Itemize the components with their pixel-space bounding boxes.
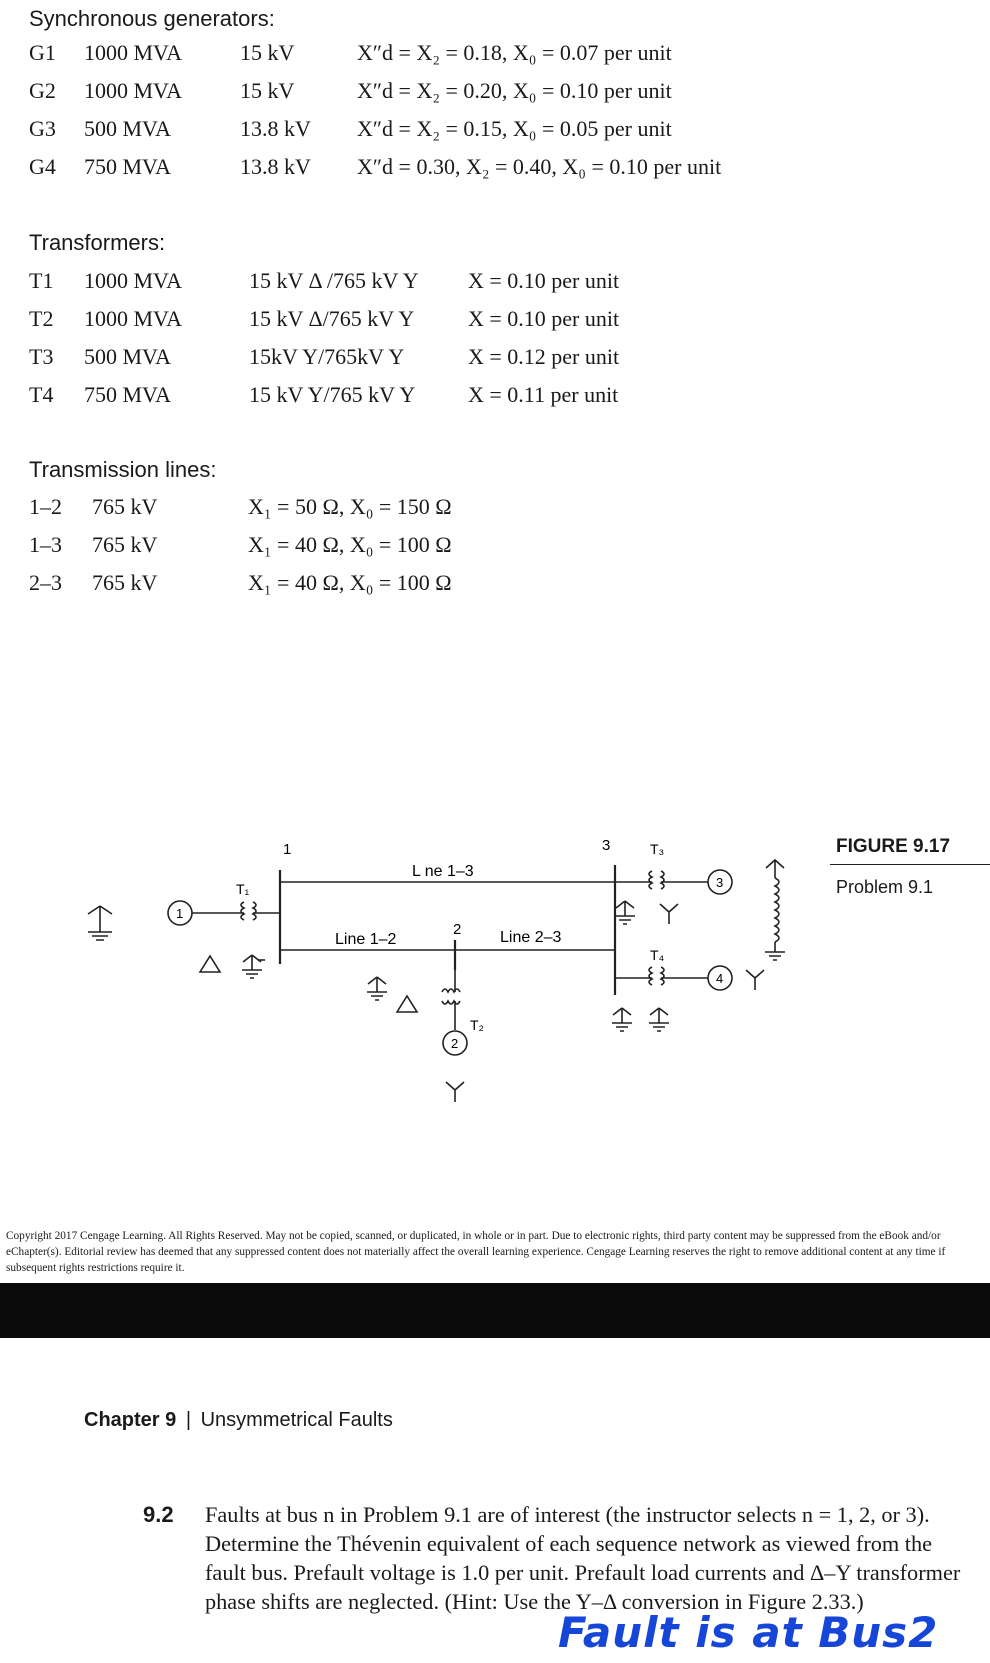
g1-neutral-ground-symbol bbox=[88, 906, 112, 940]
xfmr-connection: 15kV Y/765kV Y bbox=[249, 344, 405, 369]
t3-wye-symbol bbox=[660, 904, 678, 924]
xfmr-name: T3 bbox=[29, 344, 54, 369]
figure-caption: Problem 9.1 bbox=[836, 877, 934, 897]
g4-wye-symbol bbox=[746, 970, 764, 990]
gen-voltage: 15 kV bbox=[240, 40, 295, 65]
chapter-number: Chapter 9 bbox=[84, 1409, 177, 1431]
xfmr-connection: 15 kV Δ/765 kV Y bbox=[249, 306, 415, 331]
gen-rating: 1000 MVA bbox=[84, 78, 183, 103]
line-name: 1–2 bbox=[29, 494, 62, 519]
t1-label: T₁ bbox=[236, 881, 250, 897]
t1-delta-symbol bbox=[200, 956, 220, 972]
gen-name: G3 bbox=[29, 116, 56, 141]
line-reactances: X₁ = 40 Ω, X₀ = 100 Ω bbox=[248, 532, 452, 557]
line-name: 2–3 bbox=[29, 570, 62, 595]
gen-reactances: X″d = 0.30, X₂ = 0.40, X₀ = 0.10 per unit bbox=[357, 154, 722, 179]
transformers-heading: Transformers: bbox=[29, 230, 166, 255]
one-line-diagram bbox=[0, 820, 990, 1150]
gen-reactances: X″d = X₂ = 0.18, X₀ = 0.07 per unit bbox=[357, 40, 672, 65]
xfmr-reactance: X = 0.10 per unit bbox=[468, 306, 620, 331]
generator-2-label: 2 bbox=[451, 1036, 459, 1051]
xfmr-rating: 1000 MVA bbox=[84, 306, 183, 331]
xfmr-name: T4 bbox=[29, 382, 54, 407]
gen-voltage: 13.8 kV bbox=[240, 154, 311, 179]
line-voltage: 765 kV bbox=[92, 532, 158, 557]
xfmr-reactance: X = 0.11 per unit bbox=[468, 382, 619, 407]
xfmr-name: T1 bbox=[29, 268, 54, 293]
gen-voltage: 13.8 kV bbox=[240, 116, 311, 141]
line-name: 1–3 bbox=[29, 532, 62, 557]
chapter-header bbox=[84, 1409, 393, 1432]
g3-neutral-reactor-ground-symbol bbox=[765, 860, 785, 960]
handwritten-annotation: Fault is at Bus2 bbox=[558, 1608, 939, 1657]
gen-rating: 1000 MVA bbox=[84, 40, 183, 65]
t1-transformer-symbol bbox=[241, 902, 280, 920]
gen-name: G2 bbox=[29, 78, 56, 103]
gen-reactances: X″d = X₂ = 0.20, X₀ = 0.10 per unit bbox=[357, 78, 672, 103]
generator-1-label: 1 bbox=[176, 906, 184, 921]
lines-heading: Transmission lines: bbox=[29, 457, 217, 482]
generator-3-label: 3 bbox=[716, 875, 724, 890]
xfmr-rating: 1000 MVA bbox=[84, 268, 183, 293]
gen-reactances: X″d = X₂ = 0.15, X₀ = 0.05 per unit bbox=[357, 116, 672, 141]
line-voltage: 765 kV bbox=[92, 494, 158, 519]
problem-text: Faults at bus n in Problem 9.1 are of interest (the instructor selects n = 1, 2, or 3). Determine the Thévenin equivalent of each sequence network as viewed from the fault bus. Prefault voltage is 1.0 per unit. Prefault load currents and Δ–Y transformer phase shifts are neglected. (Hint: Use the Y–Δ conversion in Figure 2.33.) bbox=[205, 1502, 961, 1614]
t4-label: T₄ bbox=[650, 947, 665, 963]
line-2-3-label: Line 2–3 bbox=[500, 929, 562, 946]
t2-delta-symbol bbox=[397, 996, 417, 1012]
t2-wye-ground-symbol bbox=[367, 977, 387, 1000]
bus-1-label: 1 bbox=[283, 841, 292, 858]
t3-transformer-symbol bbox=[615, 871, 708, 889]
gen-voltage: 15 kV bbox=[240, 78, 295, 103]
line-1-3-label: L ne 1–3 bbox=[412, 863, 474, 880]
xfmr-reactance: X = 0.12 per unit bbox=[468, 344, 620, 369]
copyright-notice: Copyright 2017 Cengage Learning. All Rights Reserved. May not be copied, scanned, or duplicated, in whole or in part. Due to electronic rights, third party content may be suppressed from the eBook and/or eChapter(s). Editorial review has deemed that any suppressed content does not materially affect the overall learning experience. Cengage Learning reserves the right to remove additional content at any time if subsequent rights restrictions require it. bbox=[6, 1230, 946, 1274]
bus-2-label: 2 bbox=[453, 921, 462, 938]
t3-wye-ground-symbol bbox=[615, 901, 635, 924]
t3-label: T₃ bbox=[650, 841, 665, 857]
figure-title-rule bbox=[830, 864, 990, 865]
xfmr-rating: 500 MVA bbox=[84, 344, 172, 369]
xfmr-name: T2 bbox=[29, 306, 54, 331]
line-reactances: X₁ = 40 Ω, X₀ = 100 Ω bbox=[248, 570, 452, 595]
bus-3-label: 3 bbox=[602, 837, 611, 854]
gen-name: G4 bbox=[29, 154, 56, 179]
g2-wye-symbol bbox=[446, 1082, 464, 1102]
t1-wye-ground-symbol bbox=[242, 955, 265, 978]
t4-wye-ground-symbol bbox=[612, 1008, 632, 1031]
t2-transformer-symbol bbox=[442, 970, 460, 1030]
gen-name: G1 bbox=[29, 40, 56, 65]
t2-label: T₂ bbox=[470, 1017, 484, 1033]
xfmr-reactance: X = 0.10 per unit bbox=[468, 268, 620, 293]
gen-rating: 750 MVA bbox=[84, 154, 172, 179]
generators-heading: Synchronous generators: bbox=[29, 6, 275, 31]
chapter-title: Unsymmetrical Faults bbox=[200, 1409, 393, 1431]
xfmr-rating: 750 MVA bbox=[84, 382, 172, 407]
line-reactances: X₁ = 50 Ω, X₀ = 150 Ω bbox=[248, 494, 452, 519]
figure-title: FIGURE 9.17 bbox=[836, 836, 951, 857]
t4-wye-ground-symbol bbox=[649, 1008, 669, 1031]
page-divider-bar bbox=[0, 1283, 990, 1338]
xfmr-connection: 15 kV Y/765 kV Y bbox=[249, 382, 416, 407]
problem-number: 9.2 bbox=[143, 1502, 174, 1527]
xfmr-connection: 15 kV Δ /765 kV Y bbox=[249, 268, 419, 293]
gen-rating: 500 MVA bbox=[84, 116, 172, 141]
line-voltage: 765 kV bbox=[92, 570, 158, 595]
chapter-separator: | bbox=[185, 1409, 192, 1431]
t4-transformer-symbol bbox=[615, 967, 708, 985]
generator-4-label: 4 bbox=[716, 971, 724, 986]
line-1-2-label: Line 1–2 bbox=[335, 931, 397, 948]
